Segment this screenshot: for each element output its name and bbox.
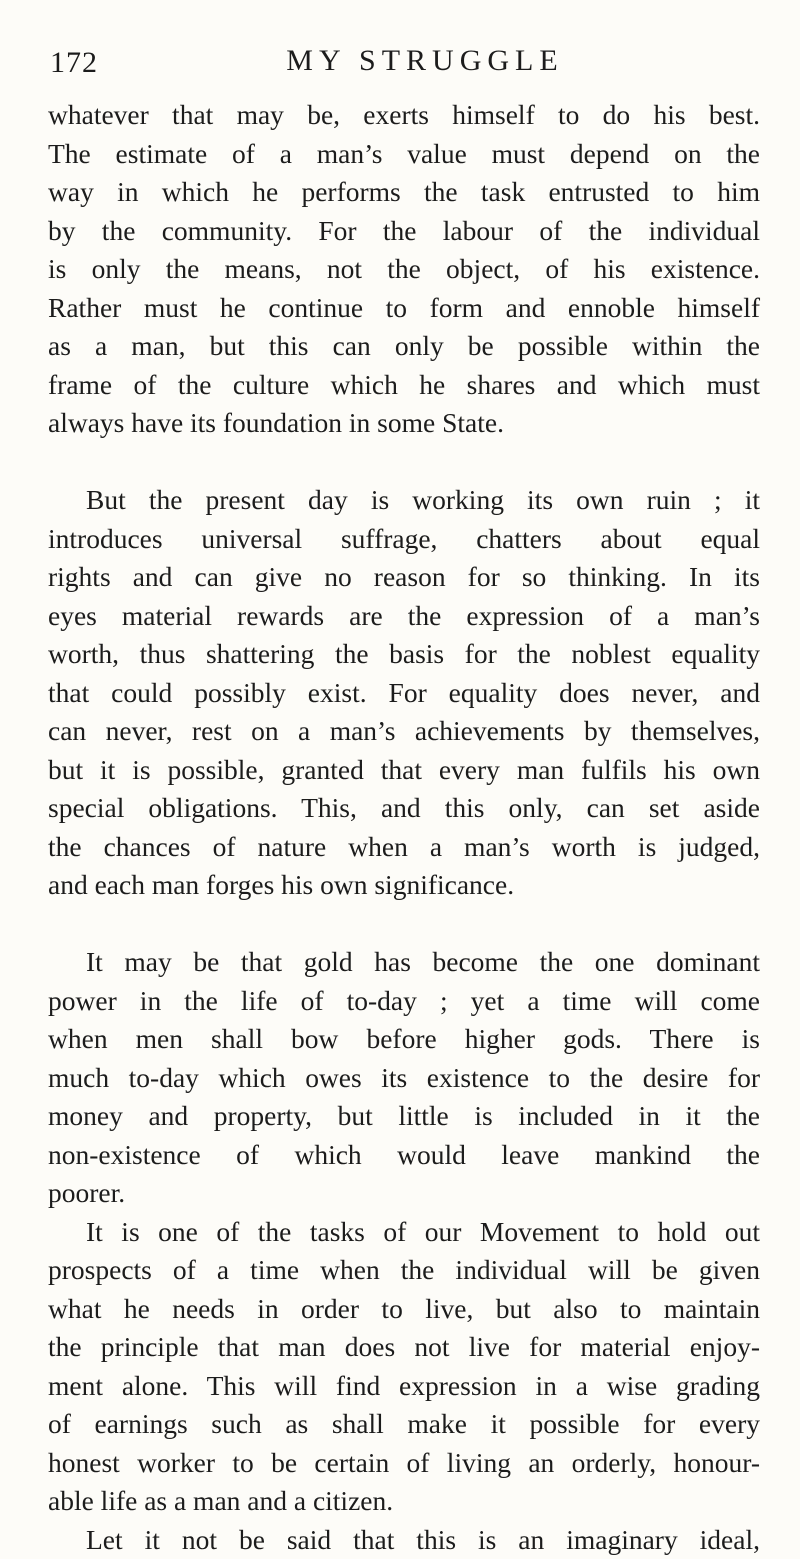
- text-line: and each man forges his own significance.: [48, 866, 760, 905]
- text-line: introduces universal suffrage, chatters about equal: [48, 520, 760, 559]
- text-line: as a man, but this can only be possible within the: [48, 327, 760, 366]
- text-line: way in which he performs the task entrusted to him: [48, 173, 760, 212]
- text-line: eyes material rewards are the expression of a man’s: [48, 597, 760, 636]
- text-line: can never, rest on a man’s achievements by themselves,: [48, 712, 760, 751]
- text-line: money and property, but little is included in it the: [48, 1097, 760, 1136]
- running-head: MY STRUGGLE: [50, 44, 760, 78]
- text-line: when men shall bow before higher gods. There is: [48, 1020, 760, 1059]
- text-line: of earnings such as shall make it possible for every: [48, 1405, 760, 1444]
- body-text: [48, 96, 760, 1559]
- text-line: honest worker to be certain of living an orderly, honour-: [48, 1444, 760, 1483]
- text-line: It may be that gold has become the one dominant: [48, 943, 760, 982]
- text-line: by the community. For the labour of the individual: [48, 212, 760, 251]
- text-line: non-existence of which would leave mankind the: [48, 1136, 760, 1175]
- text-line: whatever that may be, exerts himself to do his best.: [48, 96, 760, 135]
- text-line: Let it not be said that this is an imaginary ideal,: [48, 1521, 760, 1559]
- text-line: able life as a man and a citizen.: [48, 1482, 760, 1521]
- text-line: But the present day is working its own ruin ; it: [48, 481, 760, 520]
- text-line: is only the means, not the object, of his existence.: [48, 250, 760, 289]
- text-line: the chances of nature when a man’s worth is judged,: [48, 828, 760, 867]
- text-line: It is one of the tasks of our Movement to hold out: [48, 1213, 760, 1252]
- text-line: frame of the culture which he shares and which must: [48, 366, 760, 405]
- text-line: poorer.: [48, 1174, 760, 1213]
- paragraph-gap: [48, 905, 760, 944]
- text-line: much to-day which owes its existence to the desire for: [48, 1059, 760, 1098]
- text-line: what he needs in order to live, but also to maintain: [48, 1290, 760, 1329]
- text-line: that could possibly exist. For equality does never, and: [48, 674, 760, 713]
- text-line: but it is possible, granted that every man fulfils his own: [48, 751, 760, 790]
- text-line: always have its foundation in some State.: [48, 404, 760, 443]
- text-line: rights and can give no reason for so thinking. In its: [48, 558, 760, 597]
- text-line: the principle that man does not live for material enjoy-: [48, 1328, 760, 1367]
- page-number: 172: [50, 46, 98, 80]
- text-line: ment alone. This will find expression in a wise grading: [48, 1367, 760, 1406]
- text-line: special obligations. This, and this only, can set aside: [48, 789, 760, 828]
- paragraph-gap: [48, 443, 760, 482]
- text-line: prospects of a time when the individual will be given: [48, 1251, 760, 1290]
- page-header: [50, 38, 760, 86]
- text-line: worth, thus shattering the basis for the noblest equality: [48, 635, 760, 674]
- text-line: power in the life of to-day ; yet a time will come: [48, 982, 760, 1021]
- text-line: Rather must he continue to form and ennoble himself: [48, 289, 760, 328]
- text-line: The estimate of a man’s value must depend on the: [48, 135, 760, 174]
